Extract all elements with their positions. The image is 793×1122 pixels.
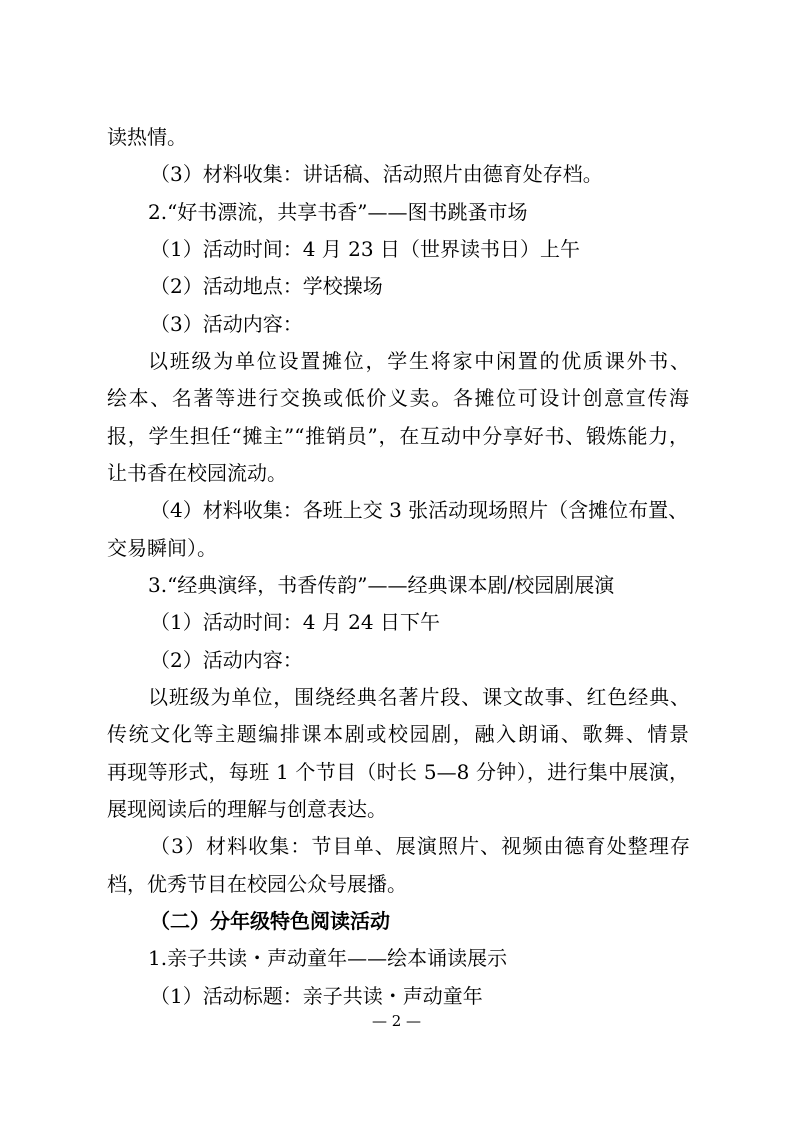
paragraph-line: 展现阅读后的理解与创意表达。 [107,797,387,821]
paragraph-line: 再现等形式，每班 1 个节目（时长 5—8 分钟），进行集中展演， [107,760,689,784]
paragraph-line: 绘本、名著等进行交换或低价义卖。各摊位可设计创意宣传海 [107,386,689,410]
section-heading: 2.“好书漂流，共享书香”——图书跳蚤市场 [148,200,528,224]
text-line: （1）活动时间：4 月 24 日下午 [150,610,440,634]
text-line: （2）活动内容： [150,648,303,672]
text-line: （3）活动内容： [150,312,303,336]
text-line: （4）材料收集：各班上交 3 张活动现场照片（含摊位布置、 [150,498,689,522]
paragraph-line: 以班级为单位，围绕经典名著片段、课文故事、红色经典、 [148,685,690,709]
text-line: 档，优秀节目在校园公众号展播。 [107,872,407,896]
paragraph-line: 以班级为单位设置摊位，学生将家中闲置的优质课外书、 [148,349,690,373]
text-line: 交易瞬间）。 [107,536,217,560]
paragraph-line: 报，学生担任“摊主”“推销员”，在互动中分享好书、锻炼能力， [107,424,689,448]
page-number: — 2 — [371,1012,422,1030]
text-line: （3）材料收集：节目单、展演照片、视频由德育处整理存 [150,834,690,858]
text-line: （3）材料收集：讲话稿、活动照片由德育处存档。 [150,162,603,186]
subsection-heading: （二）分年级特色阅读活动 [150,909,390,933]
text-line: （2）活动地点：学校操场 [150,274,383,298]
text-line: （1）活动标题：亲子共读・声动童年 [150,984,483,1008]
section-heading: 3.“经典演绎，书香传韵”——经典课本剧/校园剧展演 [148,573,615,597]
paragraph-line: 让书香在校园流动。 [107,461,287,485]
text-line: 读热情。 [107,125,187,149]
paragraph-line: 传统文化等主题编排课本剧或校园剧，融入朗诵、歌舞、情景 [107,722,689,746]
text-line: （1）活动时间：4 月 23 日（世界读书日）上午 [150,237,580,261]
section-heading: 1.亲子共读・声动童年——绘本诵读展示 [148,946,508,970]
